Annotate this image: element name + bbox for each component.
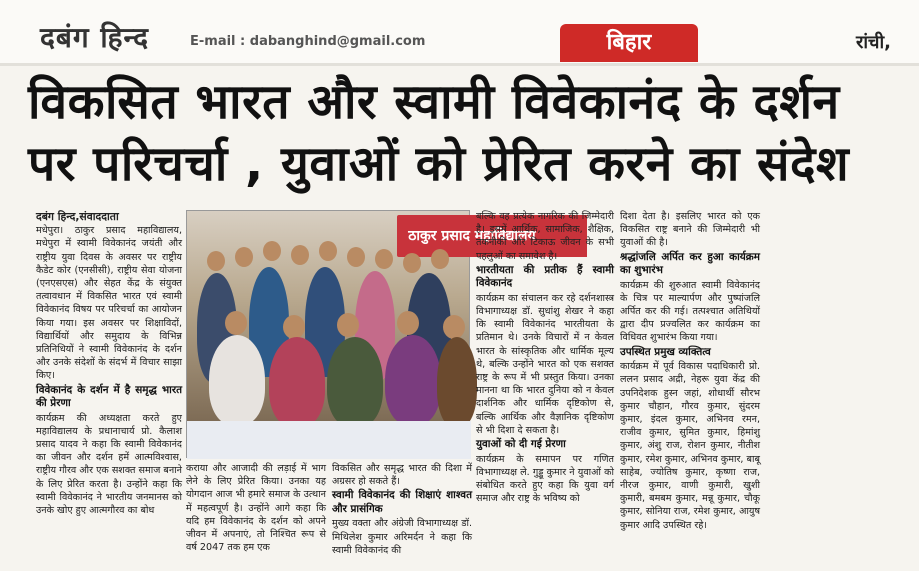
headline-line-2: पर परिचर्चा , युवाओं को प्रेरित करने का संदेश <box>28 136 850 192</box>
subheading: युवाओं को दी गई प्रेरणा <box>476 438 566 451</box>
city-label: रांची, <box>856 32 891 53</box>
person-head <box>403 253 421 273</box>
seated-person <box>269 337 325 427</box>
paragraph: विकसित और समृद्ध भारत की दिशा में अग्रसर हो सकते हैं। <box>332 463 472 488</box>
article-column-3 <box>332 462 472 570</box>
email-address: E-mail : dabanghind@gmail.com <box>190 34 426 49</box>
seated-person <box>385 335 441 425</box>
paragraph: मुख्य वक्ता और अंग्रेजी विभागाध्यक्ष डॉ. मिथिलेश कुमार अरिमर्दन ने कहा कि स्वामी विवेकानंद की <box>332 518 472 556</box>
person-head <box>397 311 419 335</box>
person-head <box>319 241 337 261</box>
person-head <box>207 251 225 271</box>
article-column-2 <box>186 462 326 570</box>
paragraph: बल्कि वह प्रत्येक नागरिक की जिम्मेदारी है। इसमें आर्थिक, सामाजिक, शैक्षिक, तकनीकी और टिकाऊ जीवन के सभी पहलुओं का समावेश है। <box>476 211 614 262</box>
person-head <box>375 249 393 269</box>
article-column-5 <box>620 210 760 570</box>
newspaper-logo: दबंग हिन्द <box>40 21 150 54</box>
table-cloth <box>187 421 471 459</box>
subheading: श्रद्धांजलि अर्पित कर हुआ कार्यक्रम का शुभारंभ <box>620 250 760 277</box>
article-column-4 <box>476 210 614 570</box>
masthead <box>0 0 919 66</box>
college-banner: ठाकुर प्रसाद महाविद्यालय <box>397 215 547 257</box>
section-tab: बिहार <box>560 24 698 62</box>
person-head <box>263 241 281 261</box>
person-head <box>291 245 309 265</box>
subheading: उपस्थित प्रमुख व्यक्तित्व <box>620 345 711 358</box>
byline: दबंग हिन्द,संवाददाता <box>36 210 119 223</box>
paragraph: कार्यक्रम का संचालन कर रहे दर्शनशास्त्र विभागाध्यक्ष डॉ. सुधांशु शेखर ने कहा कि स्वामी विवेकानंद भारतीयता के प्रतिमान थे। उनके विचारों में न केवल भारत के सांस्कृतिक और धार्मिक मूल्य थे, बल्कि उन्होंने भारत को एक सशक्त राष्ट्र के रूप में भी प्रस्तुत किया। उनका मानना था कि भारत दुनिया को न केवल दार्शनिक और धार्मिक दृष्टिकोण से, बल्कि आर्थिक और वैज्ञानिक दृष्टिकोण से भी दिशा दे सकता है। <box>476 292 614 436</box>
headline-line-1: विकसित भारत और स्वामी विवेकानंद के दर्शन <box>28 74 840 130</box>
person-head <box>337 313 359 337</box>
person-head <box>235 247 253 267</box>
person-head <box>431 249 449 269</box>
paragraph: कार्यक्रम में पूर्व विकास पदाधिकारी प्रो. ललन प्रसाद अद्री, नेहरू युवा केंद्र की उपनिदेशक हुस्न जहां, शोधार्थी सौरभ कुमार चौहान, गौरव कुमार, सुंदरम कुमार, इंदल कुमार, अभिनव रमन, राजीव कुमार, सुमित कुमार, हिमांशु कुमार, अंशु राज, रोशन कुमार, नीतीश कुमार, रमेश कुमार, अभिनव कुमार, बाबू साहेब, ज्योतिष कुमार, कृष्णा राज, नीरज कुमार, वाणी कुमारी, खुशी कुमारी, बमबम कुमार, मन्नू कुमार, चौकू कुमार, सोनिया राज, रमेश कुमार, आयुष कुमार आदि उपस्थित रहे। <box>620 361 760 531</box>
subheading: भारतीयता की प्रतीक हैं स्वामी विवेकानंद <box>476 263 614 290</box>
subheading: स्वामी विवेकानंद की शिक्षाएं शाश्वत और प्रासंगिक <box>332 489 472 515</box>
paragraph: मधेपुरा। ठाकुर प्रसाद महाविद्यालय, मधेपुरा में स्वामी विवेकानंद जयंती और राष्ट्रीय युवा दिवस के अवसर पर राष्ट्रीय कैडेट कोर (एनसीसी), राष्ट्रीय सेवा योजना (एनएसएस) और सेहत केंद्र के संयुक्त तत्वावधान में विकसित भारत एवं स्वामी विवेकानंद विषय पर परिचर्चा का आयोजन किया गया। इस अवसर पर शिक्षाविदों, विद्यार्थियों और समुदाय के विभिन्न प्रतिनिधियों ने स्वामी विवेकानंद के दर्शन और उनके संदेशों के संदर्भ में विचार साझा किए। <box>36 225 182 382</box>
paragraph: कार्यक्रम की अध्यक्षता करते हुए महाविद्यालय के प्रधानाचार्य प्रो. कैलाश प्रसाद यादव ने कहा कि स्वामी विवेकानंद का जीवन और दर्शन हमें आत्मविश्वास, राष्ट्रीय गौरव और एक सशक्त समाज बनाने के लिए प्रेरित करता है। उन्होंने कहा कि स्वामी विवेकानंद ने भारतीय जनमानस को उनके खोए हुए आत्मगौरव का बोध <box>36 412 182 517</box>
seated-person <box>327 337 383 427</box>
paragraph: कराया और आजादी की लड़ाई में भाग लेने के लिए प्रेरित किया। उनका यह योगदान आज भी हमारे समाज के उत्थान में महत्वपूर्ण है। उन्होंने आगे कहा कि यदि हम विवेकानंद के दर्शन को अपने जीवन में अपनाएं, तो निश्चित रूप से वर्ष 2047 तक हम एक <box>186 463 326 554</box>
subheading: विवेकानंद के दर्शन में है समृद्ध भारत की प्रेरणा <box>36 383 182 410</box>
article-column-1 <box>36 210 182 568</box>
person-head <box>225 311 247 335</box>
paragraph: कार्यक्रम के समापन पर गणित विभागाध्यक्ष ले. गुड्डू कुमार ने युवाओं को संबोधित करते हुए कहा कि युवा वर्ग समाज और राष्ट्र के भविष्य को <box>476 453 614 505</box>
paragraph: दिशा देता है। इसलिए भारत को एक विकसित राष्ट्र बनाने की जिम्मेदारी भी युवाओं की है। <box>620 211 760 249</box>
seated-person <box>209 335 265 425</box>
paragraph: कार्यक्रम की शुरुआत स्वामी विवेकानंद के चित्र पर माल्यार्पण और पुष्पांजलि अर्पित कर की गई। तत्पश्चात अतिथियों द्वारा दीप प्रज्वलित कर कार्यक्रम का विधिवत शुभारंभ किया गया। <box>620 279 760 344</box>
person-head <box>283 315 305 339</box>
seated-person <box>437 337 477 427</box>
person-head <box>347 247 365 267</box>
person-head <box>443 315 465 339</box>
